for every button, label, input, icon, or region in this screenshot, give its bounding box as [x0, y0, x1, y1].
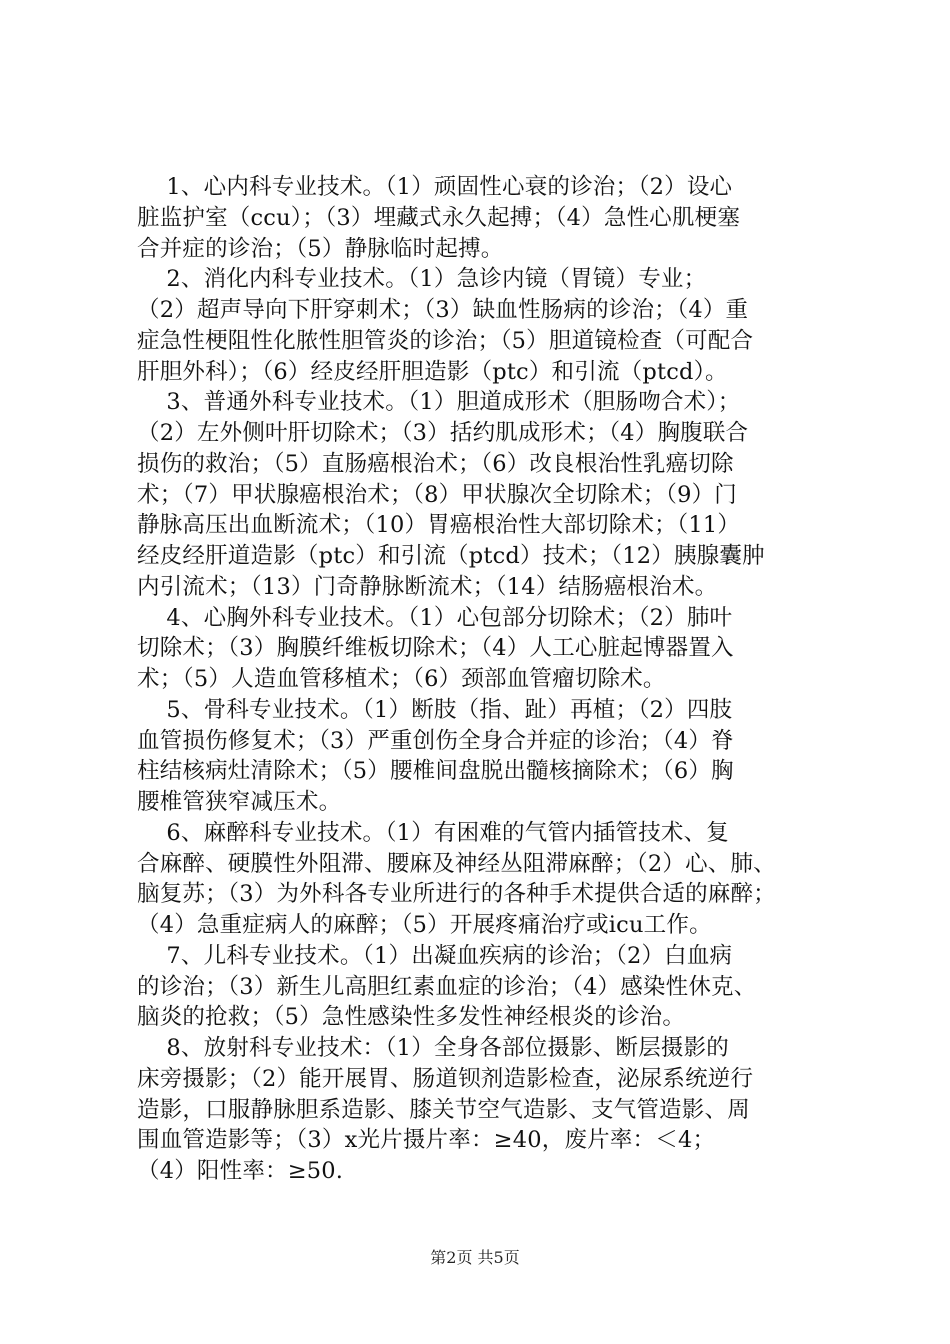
- text-line: 合麻醉、硬膜性外阻滞、腰麻及神经丛阻滞麻醉；（2）心、肺、: [137, 850, 776, 877]
- text-line: 合并症的诊治；（5）静脉临时起搏。: [137, 235, 504, 262]
- text-line: 床旁摄影；（2）能开展胃、肠道钡剂造影检查，泌尿系统逆行: [137, 1065, 754, 1092]
- text-line: 内引流术；（13）门奇静脉断流术；（14）结肠癌根治术。: [137, 573, 718, 600]
- text-line: （4）阳性率：≥50.: [137, 1158, 344, 1184]
- paragraph-7-pediatrics: [137, 941, 837, 1033]
- text-line: 脑复苏；（3）为外科各专业所进行的各种手术提供合适的麻醉；: [137, 881, 776, 908]
- text-line: 3、普通外科专业技术。（1）胆道成形术（胆肠吻合术）；: [137, 389, 741, 416]
- text-line: 2、消化内科专业技术。（1）急诊内镜（胃镜）专业；: [137, 266, 707, 293]
- text-line: 血管损伤修复术；（3）严重创伤全身合并症的诊治；（4）脊: [137, 727, 734, 754]
- text-line: （4）急重症病人的麻醉；（5）开展疼痛治疗或icu工作。: [137, 912, 712, 938]
- text-line: 脑炎的抢救；（5）急性感染性多发性神经根炎的诊治。: [137, 1004, 686, 1031]
- paragraph-5-orthopedics: [137, 695, 837, 818]
- text-line: 腰椎管狭窄减压术。: [137, 789, 342, 815]
- text-line: （2）左外侧叶肝切除术；（3）括约肌成形术；（4）胸腹联合: [137, 420, 749, 446]
- text-line: 柱结核病灶清除术；（5）腰椎间盘脱出髓核摘除术；（6）胸: [137, 758, 734, 785]
- text-line: 术；（7）甲状腺癌根治术；（8）甲状腺次全切除术；（9）门: [137, 481, 737, 508]
- text-line: 损伤的救治；（5）直肠癌根治术；（6）改良根治性乳癌切除: [137, 450, 734, 477]
- text-line: 造影，口服静脉胆系造影、膝关节空气造影、支气管造影、周: [137, 1096, 750, 1123]
- text-line: 的诊治；（3）新生儿高胆红素血症的诊治；（4）感染性休克、: [137, 973, 757, 1000]
- text-line: 围血管造影等；（3）x光片摄片率：≥40，废片率：＜4；: [137, 1127, 716, 1154]
- text-line: 切除术；（3）胸膜纤维板切除术；（4）人工心脏起博器置入: [137, 635, 734, 662]
- text-line: 4、心胸外科专业技术。（1）心包部分切除术；（2）肺叶: [137, 604, 733, 631]
- text-line: 8、放射科专业技术：（1）全身各部位摄影、断层摄影的: [137, 1035, 729, 1061]
- page-number-footer: 第2页 共5页: [430, 1248, 520, 1267]
- paragraph-2-gastroenterology: [137, 264, 837, 387]
- text-line: 术；（5）人造血管移植术；（6）颈部血管瘤切除术。: [137, 666, 666, 692]
- text-line: 症急性梗阻性化脓性胆管炎的诊治；（5）胆道镜检查（可配合: [137, 327, 754, 354]
- text-line: 静脉高压出血断流术；（10）胃癌根治性大部切除术；（11）: [137, 512, 741, 539]
- paragraph-4-thoracic-surgery: [137, 603, 837, 695]
- paragraph-6-anesthesiology: [137, 818, 837, 941]
- text-line: 6、麻醉科专业技术。（1）有困难的气管内插管技术、复: [137, 819, 729, 846]
- text-line: （2）超声导向下肝穿刺术；（3）缺血性肠病的诊治；（4）重: [137, 297, 749, 323]
- paragraph-1-cardiology: [137, 172, 837, 264]
- text-line: 脏监护室（ccu）；（3）埋藏式永久起搏；（4）急性心肌梗塞: [137, 204, 741, 231]
- text-line: 7、儿科专业技术。（1）出凝血疾病的诊治；（2）白血病: [137, 942, 733, 969]
- paragraph-8-radiology: [137, 1033, 837, 1187]
- text-line: 1、心内科专业技术。（1）顽固性心衰的诊治；（2）设心: [137, 174, 733, 200]
- text-line: 5、骨科专业技术。（1）断肢（指、趾）再植；（2）四肢: [137, 696, 733, 723]
- text-line: 肝胆外科）；（6）经皮经肝胆造影（ptc）和引流（ptcd）。: [137, 358, 728, 385]
- text-line: 经皮经肝道造影（ptc）和引流（ptcd）技术；（12）胰腺囊肿: [137, 543, 765, 569]
- paragraph-3-general-surgery: [137, 387, 837, 602]
- document-body: [137, 172, 837, 1187]
